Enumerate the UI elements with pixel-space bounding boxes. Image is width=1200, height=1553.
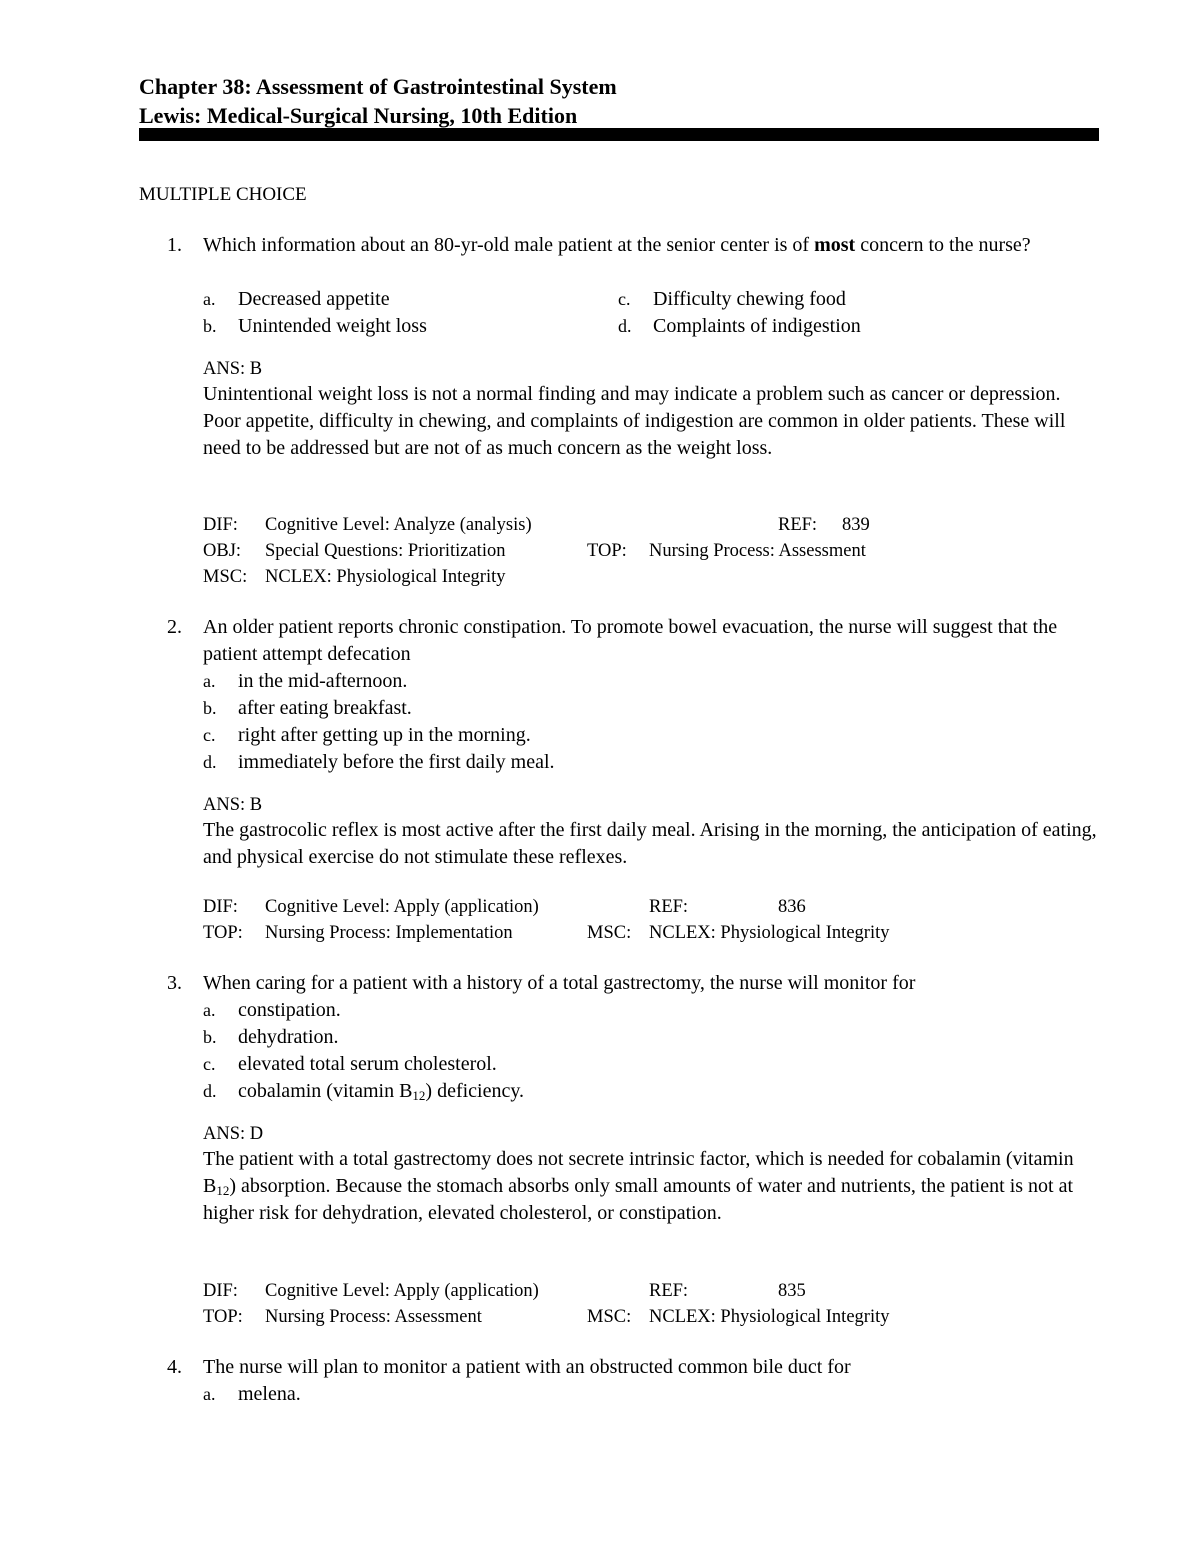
question-stem [203, 232, 1098, 259]
meta-label: MSC: [203, 567, 248, 587]
answer-key: ANS: B [203, 795, 263, 815]
meta-label: REF: [649, 897, 689, 917]
meta-label: OBJ: [203, 541, 242, 561]
option-letter: c. [618, 289, 631, 309]
question-number: 4. [167, 1356, 182, 1378]
stem-text: Which information about an 80-yr-old male patient at the senior center is of [203, 234, 815, 256]
option-text: dehydration. [238, 1026, 339, 1048]
chapter-title: Chapter 38: Assessment of Gastrointestinal System [139, 74, 617, 99]
option-text: constipation. [238, 999, 341, 1021]
meta-value: 835 [778, 1281, 806, 1301]
meta-label: MSC: [587, 1307, 632, 1327]
option-letter: a. [203, 289, 216, 309]
meta-value: NCLEX: Physiological Integrity [649, 923, 890, 943]
meta-value: Cognitive Level: Apply (application) [265, 1281, 539, 1301]
meta-value: Special Questions: Prioritization [265, 541, 506, 561]
question-number: 3. [167, 972, 182, 994]
rationale: The gastrocolic reflex is most active after the first daily meal. Arising in the morning, the anticipation of eating, and physical exercise do not stimulate these reflexes. [203, 819, 1097, 868]
question-stem: An older patient reports chronic constipation. To promote bowel evacuation, the nurse will suggest that the patient attempt defecation [203, 616, 1058, 665]
option-letter: d. [618, 316, 632, 336]
rationale [203, 1146, 1103, 1227]
option-text: elevated total serum cholesterol. [238, 1053, 497, 1075]
option-letter: b. [203, 1027, 217, 1047]
option-text: Difficulty chewing food [653, 288, 846, 310]
option-text: Unintended weight loss [238, 315, 427, 337]
meta-label: TOP: [203, 923, 243, 943]
option-text-part: cobalamin (vitamin B [238, 1080, 413, 1102]
meta-label: DIF: [203, 897, 238, 917]
stem-text: concern to the nurse? [855, 234, 1031, 256]
meta-value: 839 [842, 515, 870, 535]
answer-key: ANS: B [203, 359, 263, 379]
option-letter: c. [203, 725, 216, 745]
option-letter: a. [203, 1384, 216, 1404]
section-heading: MULTIPLE CHOICE [139, 184, 307, 205]
meta-label: MSC: [587, 923, 632, 943]
option-letter: a. [203, 671, 216, 691]
rationale: Unintentional weight loss is not a normal finding and may indicate a problem such as cancer or depression. Poor appetite, difficulty in chewing, and complaints of indigestion are common in older patients. These will need to be addressed but are not of as much concern as the weight loss. [203, 383, 1066, 459]
question-number: 1. [167, 234, 182, 256]
option-text: after eating breakfast. [238, 697, 412, 719]
option-letter: b. [203, 316, 217, 336]
option-text-part: ) deficiency. [425, 1080, 525, 1102]
header-rule [139, 128, 1099, 141]
meta-value: Nursing Process: Assessment [649, 541, 866, 561]
option-letter: c. [203, 1054, 216, 1074]
question-stem: The nurse will plan to monitor a patient with an obstructed common bile duct for [203, 1356, 851, 1378]
meta-value: Nursing Process: Implementation [265, 923, 513, 943]
meta-value: Nursing Process: Assessment [265, 1307, 482, 1327]
answer-key: ANS: D [203, 1124, 264, 1144]
stem-emphasis: most [814, 234, 856, 256]
option-text: immediately before the first daily meal. [238, 751, 555, 773]
option-text: Decreased appetite [238, 288, 390, 310]
question-number: 2. [167, 616, 182, 638]
meta-value: 836 [778, 897, 806, 917]
option-text [238, 1078, 524, 1105]
option-letter: d. [203, 1081, 217, 1101]
meta-value: NCLEX: Physiological Integrity [265, 567, 506, 587]
subscript: 12 [216, 1183, 230, 1198]
option-letter: b. [203, 698, 217, 718]
meta-label: DIF: [203, 1281, 238, 1301]
meta-label: TOP: [203, 1307, 243, 1327]
option-text: in the mid-afternoon. [238, 670, 408, 692]
meta-value: Cognitive Level: Analyze (analysis) [265, 515, 532, 535]
meta-value: NCLEX: Physiological Integrity [649, 1307, 890, 1327]
question-stem: When caring for a patient with a history of a total gastrectomy, the nurse will monitor for [203, 972, 916, 994]
meta-label: DIF: [203, 515, 238, 535]
rationale-part: The patient with a total gastrectomy does not secrete intrinsic factor, which is needed for cobalamin (vitamin B [203, 1148, 1074, 1197]
meta-label: REF: [649, 1281, 689, 1301]
option-text: right after getting up in the morning. [238, 724, 531, 746]
option-text: melena. [238, 1383, 301, 1405]
subscript: 12 [412, 1088, 426, 1103]
option-text: Complaints of indigestion [653, 315, 861, 337]
option-letter: a. [203, 1000, 216, 1020]
rationale-part: ) absorption. Because the stomach absorbs only small amounts of water and nutrients, the patient is not at higher risk for dehydration, elevated cholesterol, or constipation. [203, 1175, 1074, 1224]
meta-label: REF: [778, 515, 818, 535]
option-letter: d. [203, 752, 217, 772]
meta-label: TOP: [587, 541, 627, 561]
meta-value: Cognitive Level: Apply (application) [265, 897, 539, 917]
book-title: Lewis: Medical-Surgical Nursing, 10th Edition [139, 103, 578, 128]
